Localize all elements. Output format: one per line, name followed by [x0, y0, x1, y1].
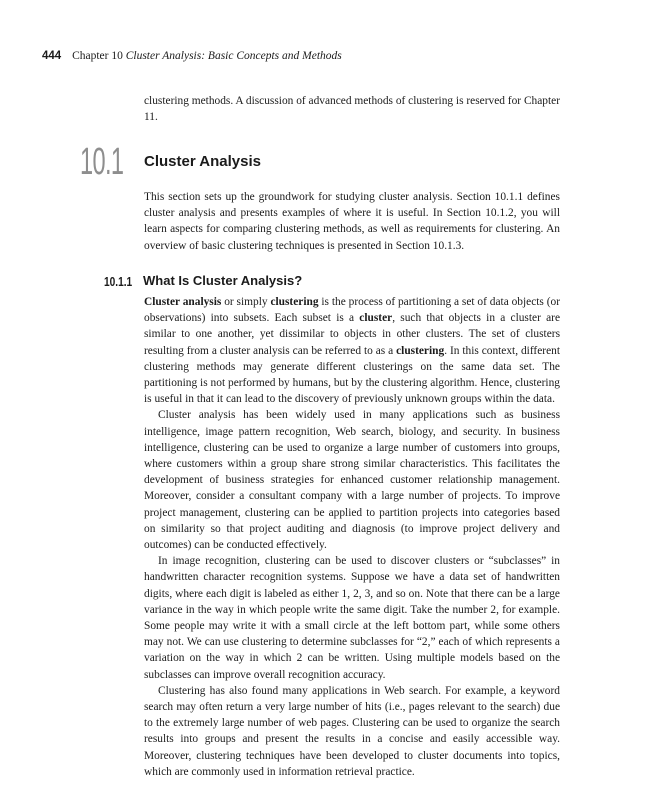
- paragraph-4: Clustering has also found many applications in Web search. For example, a keyword search may often return a very large number of hits (i.e., pages relevant to the search) due to the extremely large number of web pages. Clustering can be used to organize the search results into groups and present the results in a concise and easily accessible way. Moreover, clustering techniques have been developed to cluster documents into topics, which are commonly used in information retrieval practice.: [144, 684, 560, 778]
- page-number: 444: [42, 50, 62, 62]
- p1-text-b: is the process of partitioning a set of data objects (or observations) into subsets. Each subset is a: [144, 296, 561, 325]
- paragraph-1: [144, 294, 560, 407]
- chapter-title: Cluster Analysis: Basic Concepts and Methods: [125, 50, 342, 62]
- p1-text-c: , such that objects in a cluster are similar to one another, yet dissimilar to objects in other clusters. The set of clusters resulting from a cluster analysis can be referred to as a: [144, 312, 560, 357]
- paragraph-2: Cluster analysis has been widely used in many applications such as business intelligence, image pattern recognition, Web search, biology, and security. In business intelligence, clustering can be used to organize a large number of customers into groups, where customers within a group share strong similar characteristics. This facilitates the development of business strategies for enhanced customer relationship management. Moreover, consider a consultant company with a large number of projects. To improve project management, clustering can be applied to partition projects into categories based on similarity so that project auditing and diagnosis (to improve project delivery and outcomes) can be conducted effectively.: [144, 409, 560, 552]
- intro-text: clustering methods. A discussion of advanced methods of clustering is reserved for Chapter 11.: [144, 95, 560, 124]
- p1-text-a: or simply: [221, 296, 271, 308]
- intro-paragraph: [144, 93, 560, 125]
- section-number: 10.1: [80, 141, 124, 183]
- chapter-label: Chapter 10: [72, 50, 123, 62]
- running-header: [42, 50, 342, 62]
- section-intro: [144, 189, 560, 254]
- p1-text-d: . In this context, different clustering methods may generate different clusterings on the same data set. The partitioning is not performed by humans, but by the clustering algorithm. Hence, clustering is useful in that it can lead to the discovery of previously unknown groups within the data.: [144, 344, 560, 406]
- paragraph-3: In image recognition, clustering can be used to discover clusters or “subclasses” in handwritten character recognition systems. Suppose we have a data set of handwritten digits, where each digit is labeled as either 1, 2, 3, and so on. Note that there can be a large variance in the way in which people write the same digit. Take the number 2, for example. Some people may write it with a small circle at the left bottom part, while some others may not. We can use clustering to determine subclasses for “2,” each of which represents a variation on the way in which 2 can be written. Using multiple models based on the subclasses can improve overall recognition accuracy.: [144, 555, 560, 681]
- section-body-text: This section sets up the groundwork for studying cluster analysis. Section 10.1.1 defines cluster analysis and presents examples of where it is useful. In Section 10.1.2, you will learn aspects for comparing clustering methods, as well as requirements for clustering. An overview of basic clustering techniques is presented in Section 10.1.3.: [144, 191, 560, 252]
- subsection-number: 10.1.1: [104, 274, 133, 289]
- term-clustering: clustering: [270, 296, 319, 308]
- section-title: Cluster Analysis: [144, 153, 261, 170]
- subsection-title: What Is Cluster Analysis?: [143, 273, 303, 288]
- subsection-body: [144, 294, 560, 780]
- term-cluster-analysis: Cluster analysis: [144, 296, 222, 308]
- term-clustering-result: clustering: [396, 344, 445, 357]
- term-cluster: cluster: [359, 312, 393, 325]
